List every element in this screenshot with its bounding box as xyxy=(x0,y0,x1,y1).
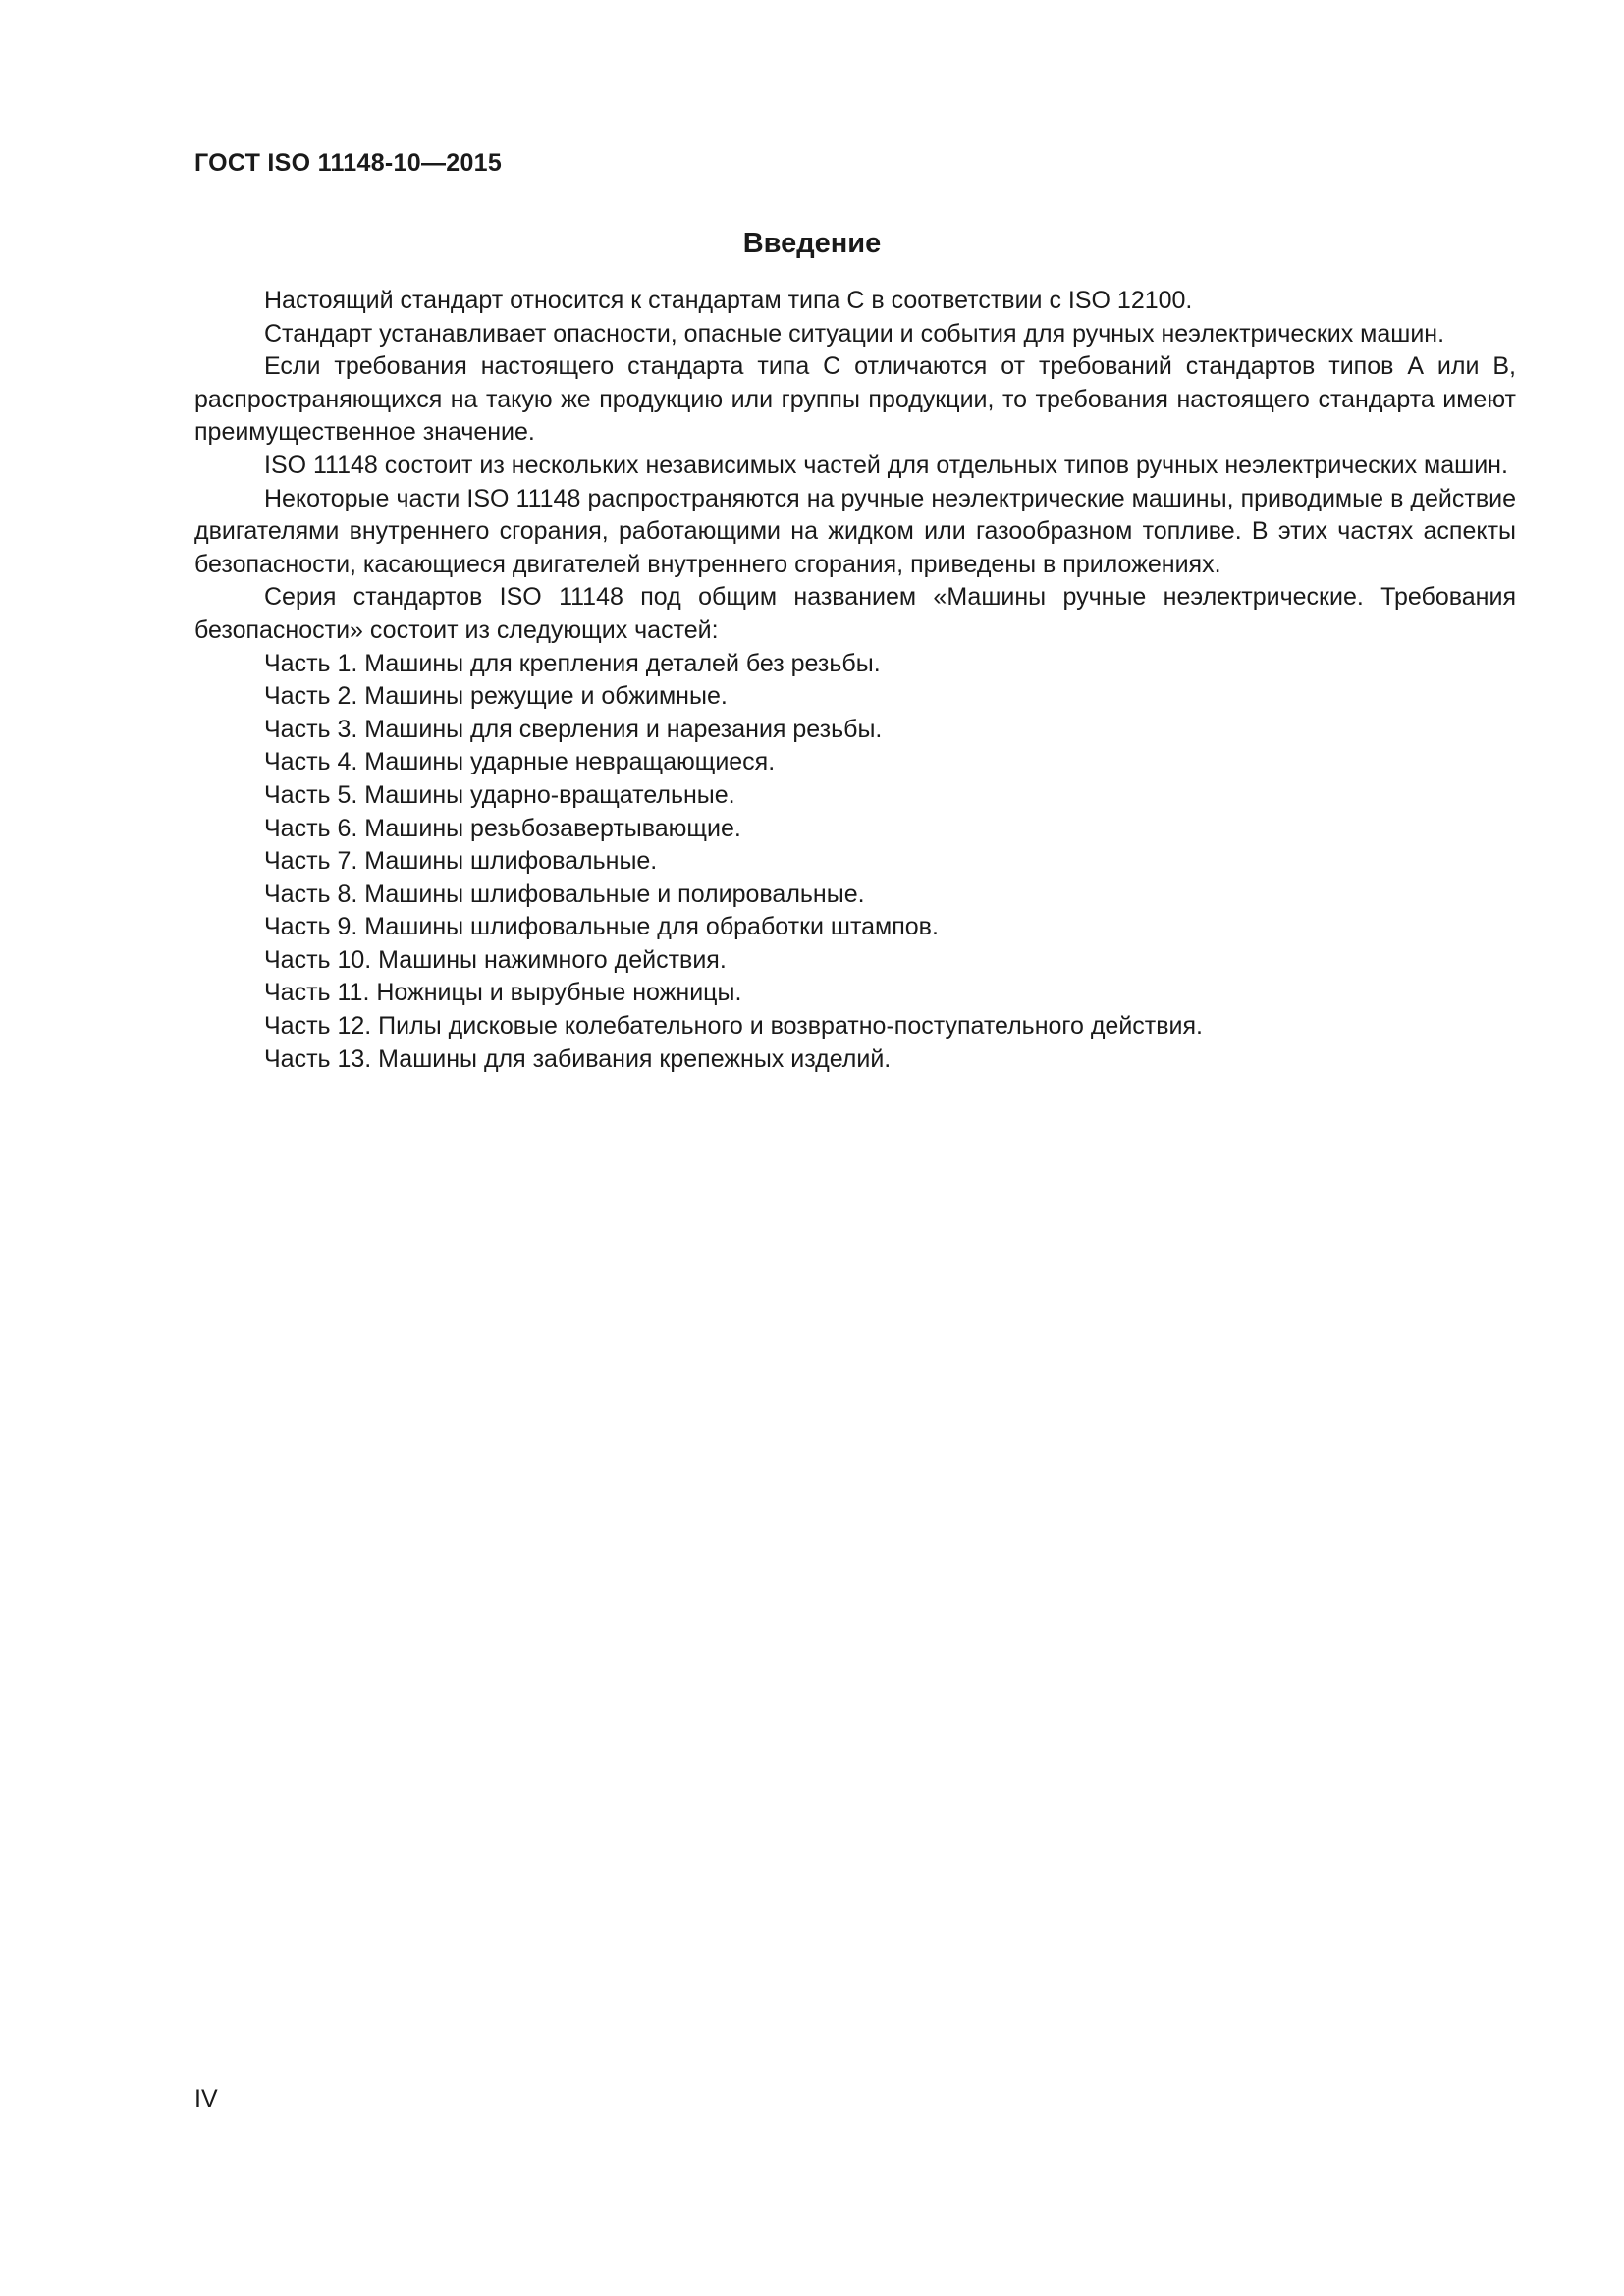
list-item: Часть 2. Машины режущие и обжимные. xyxy=(264,682,728,711)
list-item: Часть 12. Пилы дисковые колебательного и возвратно-поступательного действия. xyxy=(264,1012,1203,1041)
paragraph: Некоторые части ISO 11148 распространяются на ручные неэлектрические машины, приводимые в действие двигателями внутреннего сгорания, работающими на жидком или газообразном топливе. В этих частях аспекты безопасности, касающиеся двигателей внутреннего сгорания, приведены в приложениях. xyxy=(194,484,1516,578)
list-item: Часть 9. Машины шлифовальные для обработки штампов. xyxy=(264,913,939,941)
list-item: Часть 6. Машины резьбозавертывающие. xyxy=(264,814,741,842)
parts-list xyxy=(194,648,1516,1077)
list-item: Часть 5. Машины ударно-вращательные. xyxy=(264,780,735,809)
list-item: Часть 13. Машины для забивания крепежных изделий. xyxy=(264,1044,892,1073)
list-item: Часть 8. Машины шлифовальные и полировальные. xyxy=(264,880,865,908)
list-item: Часть 7. Машины шлифовальные. xyxy=(264,847,658,876)
paragraph: Серия стандартов ISO 11148 под общим названием «Машины ручные неэлектрические. Требования безопасности» состоит из следующих частей: xyxy=(194,583,1516,644)
paragraph: Настоящий стандарт относится к стандартам типа С в соответствии с ISO 12100. xyxy=(264,287,1193,314)
paragraph: Если требования настоящего стандарта типа С отличаются от требований стандартов типов А или В, распространяющихся на такую же продукцию или группы продукции, то требования настоящего стандарта имеют преимущественное значение. xyxy=(194,352,1516,447)
paragraph: Стандарт устанавливает опасности, опасные ситуации и события для ручных неэлектрических машин. xyxy=(264,319,1445,347)
section-title: Введение xyxy=(742,228,882,259)
page-number: IV xyxy=(194,2085,218,2112)
list-item: Часть 3. Машины для сверления и нарезания резьбы. xyxy=(264,715,883,743)
section-body xyxy=(194,285,1516,1076)
document-header: ГОСТ ISO 11148-10—2015 xyxy=(194,149,503,177)
list-item: Часть 4. Машины ударные невращающиеся. xyxy=(264,748,776,776)
paragraph: ISO 11148 состоит из нескольких независимых частей для отдельных типов ручных неэлектрических машин. xyxy=(264,451,1508,479)
list-item: Часть 1. Машины для крепления деталей без резьбы. xyxy=(264,649,881,677)
list-item: Часть 11. Ножницы и вырубные ножницы. xyxy=(264,979,742,1007)
list-item: Часть 10. Машины нажимного действия. xyxy=(264,945,727,974)
